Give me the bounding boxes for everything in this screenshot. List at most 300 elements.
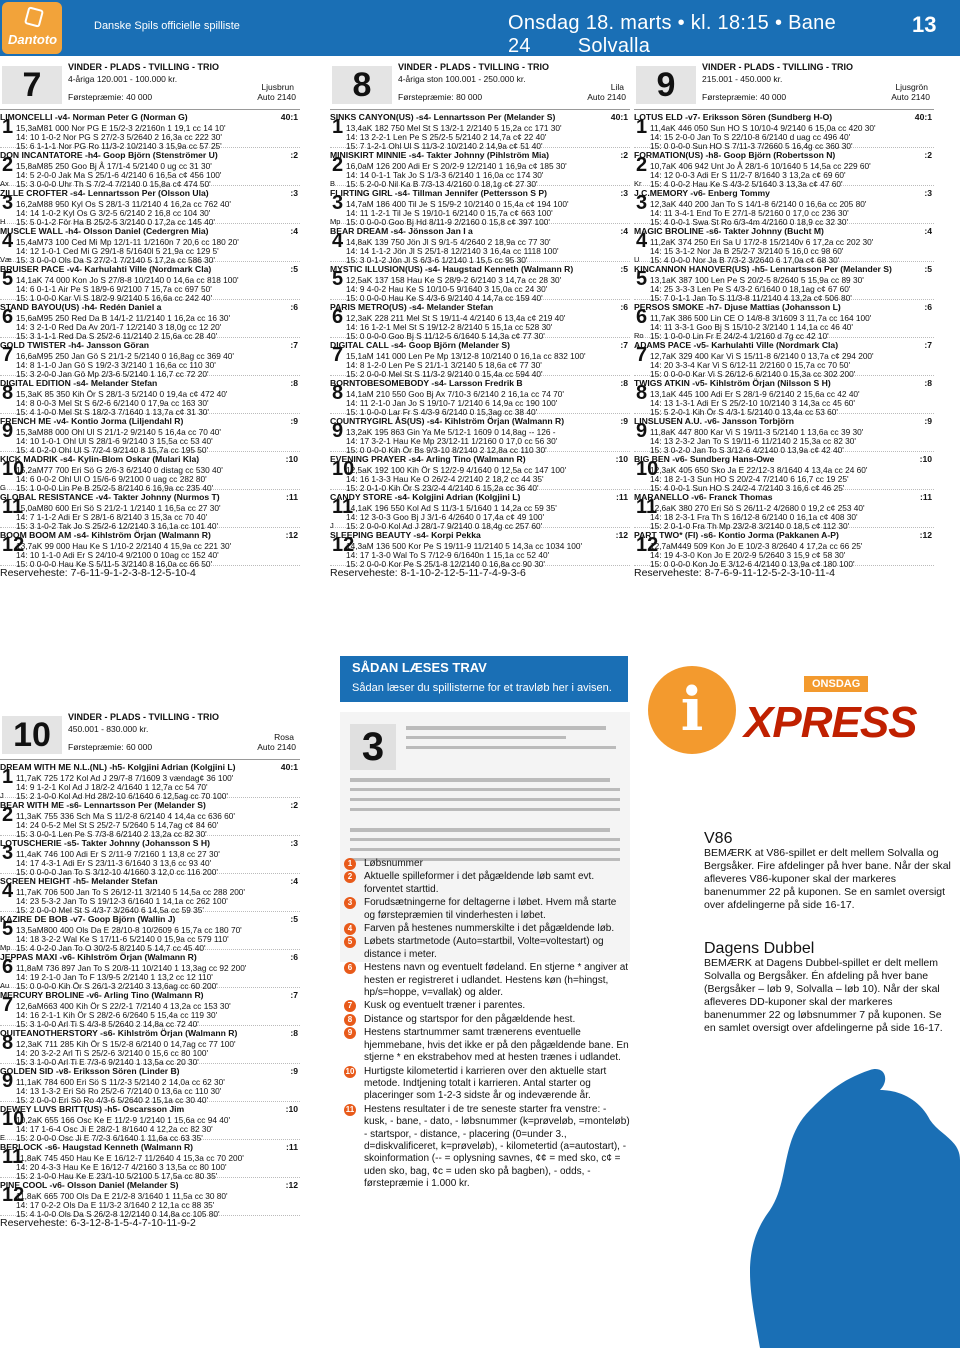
horse-number: 11 <box>2 496 24 518</box>
horse-line-1: 11,2aK 374 250 Eri Sa U 17/2-8 15/2140v 6 17,2a cc 202 30' <box>650 237 874 247</box>
horse-line-2: 14: 12 0-0-3 Adi Er S 11/2-7 8/1640 3 13,2a c¢ 69 60' <box>650 170 846 180</box>
horse-name: KICK MADRIK -s4- Kylin-Blom Oskar (Mulari Kla) <box>0 454 200 464</box>
horse-name: FLIRTING GIRL -s4- Tillman Jennifer (Pettersson S P) <box>330 188 547 198</box>
horse-line-1: 15,0aM80 600 Eri Sö S 21/2-1 1/2140 1 16,5a cc 27 30' <box>16 503 221 513</box>
legend-item <box>344 1066 630 1103</box>
legend-item-text: Aktuelle spilleformer i det pågældende løb samt evt. forventet starttid. <box>364 871 595 895</box>
horse-line-2: 14: 11 3-4-1 End To E 27/1-8 5/2160 0 17,0 cc 236 30' <box>650 208 849 218</box>
horse-number: 3 <box>2 842 14 864</box>
horse-number: 10 <box>2 1108 25 1130</box>
horse-line-1: 11,4aK 446 050 Sun HO S 10/10-4 9/2140 6 15,0a cc 420 30' <box>650 123 876 133</box>
legend-item <box>344 923 630 935</box>
horse-odds: :6 <box>620 302 628 312</box>
horse-number: 7 <box>332 344 344 366</box>
horse-line-1: 12,5aK 137 158 Hau Ke S 28/9-2 6/2140 3 14,7a cc 28 30' <box>346 275 562 285</box>
horse-number: 1 <box>2 766 14 788</box>
horse-number: 7 <box>636 344 648 366</box>
horse-entry <box>0 760 300 801</box>
horse-number: 9 <box>2 420 14 442</box>
horse-line-3: 15: 3 0-2-0 Jan To S 3/12-6 4/2140 0 13,9a c¢ 42 40' <box>650 445 844 455</box>
horse-line-1: 15,4aM73 100 Ced Mi Mp 12/1-11 1/2160n 7 20,6 cc 180 20' <box>16 237 239 247</box>
horse-entry <box>0 490 300 531</box>
horse-odds: :9 <box>620 416 628 426</box>
race-number: 8 <box>332 66 392 104</box>
race-prize: Førstepræmie: 40 000 <box>702 92 787 102</box>
horse-entry <box>634 148 934 189</box>
horse-line-3: 15: 4 0-2-0 Ohl Ul S 7/2-4 9/2140 8 15,7a cc 195 50' <box>16 445 209 455</box>
horse-entry <box>0 1102 300 1143</box>
horse-line-1: 11,4aK 746 100 Adi Er S 2/11-9 7/2160 1 13,8 cc 27 30' <box>16 849 220 859</box>
horse-line-1: 11,7aK 706 500 Jan To S 26/12-11 3/2140 5 14,5a cc 288 200' <box>16 887 246 897</box>
horse-line-3: 15: 1 0-0-0 Lar Fr S 4/3-9 6/2140 0 15,3ag cc 38 40' <box>346 407 538 417</box>
horse-line-2: 14: 11 3-3-1 Goo Bj S 15/10-2 3/2140 1 14,1a cc 46 40' <box>650 322 854 332</box>
horse-line-2: 14: 16 2-1-1 Kih Ör S 28/2-6 6/2640 5 15,4a cc 119 30' <box>16 1010 218 1020</box>
horse-line-1: 11,8aK 665 700 Ols Da E 21/2-8 3/1640 1 11,5a cc 30 80' <box>16 1191 228 1201</box>
horse-odds: :5 <box>620 264 628 274</box>
horse-entry <box>0 376 300 417</box>
horse-entry <box>0 300 300 341</box>
horse-line-1: 15,2aM77 700 Eri Sö G 2/6-3 6/2140 0 distag cc 530 40' <box>16 465 223 475</box>
horse-line-3: 15: 2 0-0-0 Mel St S 4/3-7 3/2640 6 14,5a cc 59 35' <box>16 905 204 915</box>
horse-line-2: 14: 10 1-0-2 Nor PG S 27/2-3 5/2640 2 16,3a cc 222 30' <box>16 132 222 142</box>
race-conditions: 215.001 - 450.000 kr. <box>702 74 783 84</box>
horse-line-3: 15: 1 0-0-0 Kar Vi S 18/2-9 9/2140 5 16,6a cc 242 40' <box>16 293 213 303</box>
horse-line-3: 15: 1 0-0-0 Lin Fr E 24/2-4 1/2160 d 7g cc 42 10' <box>650 331 829 341</box>
race-8 <box>330 60 630 578</box>
horse-odds: :6 <box>924 302 932 312</box>
horse-line-3: 15: 0 0-0-0 Kih Ör Bs 9/3-10 8/2140 2 12,8a cc 110 30' <box>346 445 547 455</box>
horse-line-3: 15: 3 1-0-2 Tak Jo S 25/2-6 12/2140 3 16,1a cc 101 40' <box>16 521 219 531</box>
horse-line-1: 12,3aK 711 285 Kih Ör S 15/2-8 6/2140 0 14,7ag cc 77 100' <box>16 1039 236 1049</box>
xpress-word: XPRESS <box>744 698 917 747</box>
horse-line-2: 14: 3 2-1-0 Red Da Av 20/1-7 12/2140 3 18,0g cc 12 20' <box>16 322 222 332</box>
horse-number: 4 <box>2 230 14 252</box>
legend-number-dot: 7 <box>344 1000 356 1012</box>
race-bet-types: VINDER - PLADS - TVILLING - TRIO <box>68 62 219 72</box>
horse-entry <box>0 874 300 915</box>
horse-name: DREAM WITH ME N.L.(NL) -h5- Kolgjini Adrian (Kolgjini L) <box>0 762 236 772</box>
horse-number: 8 <box>332 382 344 404</box>
horse-line-1: 14,1aK 74 000 Kon Jo S 27/8-8 10/2140 0 14,6a cc 818 100' <box>16 275 239 285</box>
horse-entry <box>0 528 300 569</box>
horse-odds: :3 <box>290 188 298 198</box>
horse-entry <box>330 338 630 379</box>
horse-prefix: J <box>0 791 4 800</box>
horse-line-1: 14,7aM 186 400 Til Je S 15/9-2 10/2140 0 15,4a c¢ 194 100' <box>346 199 569 209</box>
horse-line-1: 10,2aK 655 166 Osc Ke E 11/2-9 1/2140 1 15,6a cc 94 40' <box>16 1115 231 1125</box>
horse-name: J.C.MEMORY -v6- Enberg Tommy <box>634 188 770 198</box>
horse-line-1: 14,3aM 136 500 Kor Pe S 19/11-9 11/2140 5 14,3a cc 1034 100' <box>346 541 583 551</box>
horse-name: COUNTRYGIRL ÅS(US) -s4- Kihlström Örjan (Walmann R) <box>330 416 565 426</box>
horse-name: LOTUSCHERIE -s5- Takter Johnny (Johansson S H) <box>0 838 210 848</box>
race-prize: Førstepræmie: 80 000 <box>398 92 483 102</box>
horse-name: ZILLE CROFTER -s4- Lennartsson Per (Olsson Ula) <box>0 188 209 198</box>
horse-line-2: 14: 19 2-1-0 Jan To F 13/9-5 2/2140 1 13,2 cc 12 110' <box>16 972 213 982</box>
legend-number-dot: 3 <box>344 897 356 909</box>
horse-number: 8 <box>2 382 14 404</box>
horse-name: BIG BEN -v6- Sundberg Hans-Owe <box>634 454 775 464</box>
horse-odds: :8 <box>290 1028 298 1038</box>
race-color: Ljusbrun <box>261 82 294 92</box>
horse-odds: 40:1 <box>280 112 298 122</box>
race-header <box>634 60 934 110</box>
horse-number: 9 <box>2 1070 14 1092</box>
horse-number: 2 <box>2 804 14 826</box>
legend-number-dot: 2 <box>344 871 356 883</box>
horse-entry <box>330 148 630 189</box>
horse-odds: 40:1 <box>610 112 628 122</box>
legend-item <box>344 1027 630 1064</box>
legend-item <box>344 897 630 922</box>
horse-odds: :2 <box>290 150 298 160</box>
horse-line-3: 15: 4 0-0-1 Swa St Ro 6/3-4m 4/2160 0 18,9 cc 32 30' <box>650 217 849 227</box>
horse-line-1: 12,3aK 228 211 Mel St S 19/11-4 4/2140 6 13,4a c¢ 219 40' <box>346 313 566 323</box>
horse-prefix: Væ <box>0 255 12 264</box>
horse-line-3: 15: 2 0-0-0 Mel St S 11/3-2 9/2140 0 15,4a cc 594 40' <box>346 369 543 379</box>
horse-odds: :12 <box>285 1180 298 1190</box>
horse-line-2: 14: 18 2-3-1 Fra Th S 16/12-8 6/2140 0 16,1a c¢ 408 30' <box>650 512 858 522</box>
legend-header <box>340 656 628 702</box>
horse-odds: :11 <box>920 492 932 502</box>
xpress-banner <box>640 656 958 826</box>
horse-silhouette-icon <box>640 1060 960 1348</box>
horse-entry <box>330 186 630 227</box>
horse-line-1: 12,3aK 405 650 Sko Ja E 22/12-3 8/1640 4 13,4a cc 24 60' <box>650 465 868 475</box>
horse-odds: :9 <box>290 1066 298 1076</box>
horse-line-3: 15: 7 1-2-1 Ohl Ul S 11/3-2 10/2140 2 14,9a c¢ 51 40' <box>346 141 543 151</box>
horse-line-2: 14: 17 4-3-1 Adi Er S 23/11-3 6/1640 3 13,6 cc 93 40' <box>16 858 212 868</box>
horse-entry <box>330 262 630 303</box>
horse-name: GLOBAL RESISTANCE -v4- Takter Johnny (Nurmos T) <box>0 492 220 502</box>
race-number: 9 <box>636 66 696 104</box>
horse-line-2: 14: 14 0-1-1 Tak Jo S 1/3-3 6/2140 1 16,0a cc 174 30' <box>346 170 544 180</box>
race-distance: Auto 2140 <box>257 92 296 102</box>
horse-line-3: 15: 6 1-1-1 Nor PG Ro 11/3-2 10/2140 3 15,9a cc 57 25' <box>16 141 222 151</box>
race-conditions: 450.001 - 830.000 kr. <box>68 724 149 734</box>
horse-entry <box>634 186 934 227</box>
legend-number-dot: 6 <box>344 962 356 974</box>
legend-list <box>344 858 630 1192</box>
horse-name: JEPPAS MAXI -v6- Kihlström Örjan (Walmann R) <box>0 952 197 962</box>
race-7 <box>0 60 300 578</box>
horse-number: 5 <box>636 268 648 290</box>
horse-entry <box>634 376 934 417</box>
horse-line-3: 15: 2 1-0-0 Hau Ke E 23/1-10 5/2100 5 17,5a cc 80 35' <box>16 1171 218 1181</box>
race-header <box>330 60 630 110</box>
horse-name: PERSOS SMOKE -h7- Djuse Mattias (Johansson L) <box>634 302 841 312</box>
horse-name: MINISKIRT MINNIE -s4- Takter Johnny (Pihlström Mia) <box>330 150 550 160</box>
horse-line-3: 15: 2 1-0-0 Kol Ad Hd 28/2-10 6/1640 6 12,5ag cc 70 100' <box>16 791 228 801</box>
horse-line-1: 13,4aK 182 750 Mel St S 13/2-1 2/2140 5 15,2a cc 171 30' <box>346 123 562 133</box>
horse-line-2: 14: 12 1-0-1 Ced Mi G 29/1-8 5/1640l 5 21,9a cc 129 5' <box>16 246 219 256</box>
horse-entry <box>634 300 934 341</box>
horse-odds: :10 <box>285 454 298 464</box>
info-icon: i <box>648 666 736 754</box>
horse-prefix: B <box>330 179 336 188</box>
horse-number: 1 <box>332 116 344 138</box>
horse-odds: :6 <box>290 302 298 312</box>
horse-odds: :6 <box>290 952 298 962</box>
horse-name: STAND BAYOU(US) -h4- Redén Daniel a <box>0 302 162 312</box>
legend-item <box>344 1000 630 1012</box>
horse-entry <box>634 528 934 569</box>
horse-entry <box>0 186 300 227</box>
horse-entry <box>0 452 300 493</box>
horse-line-1: 13,2aK 195 863 Gin Ya Me 5/12-1 1609 0 14,8ag -- 126 - <box>346 427 556 437</box>
race-number: 10 <box>2 716 62 754</box>
reserve-horses: Reserveheste: 8-1-10-2-12-5-11-7-4-9-3-6 <box>330 567 526 579</box>
horse-odds: :3 <box>924 188 932 198</box>
race-9 <box>634 60 934 578</box>
horse-name: FRENCH ME -v4- Kontio Jorma (Liljendahl R) <box>0 416 184 426</box>
horse-name: GOLDEN SID -v8- Eriksson Sören (Linder B) <box>0 1066 180 1076</box>
legend-subtitle: Sådan læser du spillisterne for et travløb her i avisen. <box>352 682 612 694</box>
horse-entry <box>0 338 300 379</box>
horse-prefix: E <box>0 1133 6 1142</box>
horse-odds: :9 <box>924 416 932 426</box>
horse-line-1: 12,6aM663 400 Kih Ör S 22/2-1 7/2140 4 13,2a cc 153 30' <box>16 1001 231 1011</box>
horse-line-3: 15: 3 1-0-0 Arl Ti S 4/3-8 5/2640 2 14,8a cc 72 40' <box>16 1019 199 1029</box>
horse-name: LOTUS ELD -v7- Eriksson Sören (Sundberg H-O) <box>634 112 833 122</box>
horse-name: QUITEANOTHERSTORY -s6- Kihlström Örjan (Walmann R) <box>0 1028 238 1038</box>
horse-odds: :11 <box>286 1142 298 1152</box>
horse-entry <box>0 1178 300 1219</box>
horse-line-1: 15,3aM81 000 Nor PG E 15/2-3 2/2160n 1 19,1 cc 14 10' <box>16 123 226 133</box>
horse-line-1: 11,8aK 447 800 Kar Vi S 19/11-3 5/2140 1 13,6a cc 39 30' <box>650 427 864 437</box>
horse-line-1: 12,5aK 192 100 Kih Ör S 12/2-9 4/1640 0 12,5a cc 147 100' <box>346 465 567 475</box>
horse-number: 3 <box>2 192 14 214</box>
horse-name: MAGIC BROLINE -s6- Takter Johnny (Bucht M) <box>634 226 824 236</box>
horse-line-2: 14: 17 1-3-0 Wal To S 7/12-9 6/1640n 1 15,1a cc 52 40' <box>346 550 550 560</box>
legend-item-text: Farven på hestenes nummerskilte i det pågældende løb. <box>364 923 615 935</box>
horse-line-1: 10,7aK 406 942 Unt Jo Å 28/1-6 10/1640 5 14,5a cc 229 60' <box>650 161 871 171</box>
horse-line-2: 14: 24 0-5-2 Mel St S 25/2-7 5/2640 5 14,7ag c¢ 84 60' <box>16 820 219 830</box>
horse-entry <box>0 262 300 303</box>
horse-line-2: 14: 23 5-3-2 Jan To S 19/12-3 6/1640 1 14,1a cc 262 100' <box>16 896 228 906</box>
race-bet-types: VINDER - PLADS - TVILLING - TRIO <box>702 62 853 72</box>
horse-line-1: 16,2aM88 950 Kyl Os S 28/1-3 11/2140 4 16,2a cc 762 40' <box>16 199 231 209</box>
horse-odds: :3 <box>620 188 628 198</box>
horse-line-2: 14: 8 0-0-3 Mel St S 6/2-6 6/2140 0 17,9a cc 163 30' <box>16 398 209 408</box>
race-bet-types: VINDER - PLADS - TVILLING - TRIO <box>68 712 219 722</box>
legend-sample-number: 3 <box>350 724 396 770</box>
race-prize: Førstepræmie: 60 000 <box>68 742 153 752</box>
legend-item-text: Forudsætningerne for deltagerne i løbet. Hvem må starte og førstepræmien til vinderhesten i løbet. <box>364 897 617 921</box>
horse-line-3: 15: 0 0-0-0 Goo Bj S 11/12-5 6/1640 5 14,3a c¢ 77 30' <box>346 331 545 341</box>
horse-number: 3 <box>636 192 648 214</box>
horse-odds: :7 <box>924 340 932 350</box>
horse-line-3: 15: 2 0-0-0 Kor Pe S 25/1-8 12/2140 0 16,8a cc 90 30' <box>346 559 546 569</box>
horse-prefix: Au <box>0 981 10 990</box>
horse-entry <box>634 262 934 303</box>
legend-item-text: Hurtigste kilometertid i karrieren over den aktuelle start metode. Indtjening totalt i karrieren. Antal starter og placeringer som 1-2-3 sidste år og indeværende år. <box>364 1065 607 1102</box>
horse-line-2: 14: 14 1-1-2 Jön Jl S 25/1-8 12/2140 3 16,4a cc 1118 100' <box>346 246 559 256</box>
horse-line-3: 15: 4 0-2-0 Jan To O 30/2-5 8/2140 5 14,7 cc 45 40' <box>16 943 206 953</box>
horse-line-3: 15: 4 1-0-0 Ols Da S 26/2-8 12/2140 0 14,8a cc 105 80' <box>16 1209 220 1219</box>
horse-odds: :12 <box>615 530 628 540</box>
horse-number: 11 <box>332 496 354 518</box>
horse-number: 10 <box>2 458 25 480</box>
horse-odds: 40:1 <box>914 112 932 122</box>
horse-line-2: 14: 17 0-2-2 Ols Da E 11/3-2 3/1640 2 12,1a cc 88 35' <box>16 1200 215 1210</box>
horse-number: 6 <box>332 306 344 328</box>
horse-number: 12 <box>2 534 25 556</box>
horse-number: 11 <box>636 496 658 518</box>
horse-name: MERCURY BROLINE -v6- Arling Tino (Walmann R) <box>0 990 204 1000</box>
horse-entry <box>0 148 300 189</box>
horse-line-2: 14: 13 2-3-2 Jan To S 19/11-6 11/2140 2 15,3a cc 82 30' <box>650 436 856 446</box>
horse-name: BORNTOBESOMEBODY -s4- Larsson Fredrik B <box>330 378 523 388</box>
xpress-logo <box>744 676 944 756</box>
horse-number: 2 <box>332 154 344 176</box>
race-distance: Auto 2140 <box>587 92 626 102</box>
horse-name: MYSTIC ILLUSION(US) -s4- Haugstad Kenneth (Walmann R) <box>330 264 574 274</box>
horse-line-2: 14: 20 4-3-3 Hau Ke E 16/12-7 4/2160 3 13,5a cc 80 100' <box>16 1162 227 1172</box>
horse-name: SLEEPING BEAUTY -s4- Korpi Pekka <box>330 530 481 540</box>
horse-line-3: 15: 1 0-0-0 Lin Pe B 25/2-5 8/2140 6 16,9a cc 235 40' <box>16 483 214 493</box>
horse-line-1: 13,7aK 99 000 Hau Ke S 1/10-2 2/2140 4 15,9a cc 221 30' <box>16 541 232 551</box>
horse-odds: :11 <box>616 492 628 502</box>
horse-line-3: 15: 5 0-1-2 För Ha B 25/2-5 3/2140 0 17,2a cc 145 40' <box>16 217 215 227</box>
horse-name: GOLD TWISTER -h4- Jansson Göran <box>0 340 149 350</box>
horse-line-1: 12,3aK 440 200 Jan To S 14/1-8 6/2140 0 16,6a cc 205 80' <box>650 199 867 209</box>
horse-number: 9 <box>332 420 344 442</box>
horse-line-2: 14: 16 1-2-1 Mel St S 19/12-2 8/2140 5 15,1a cc 528 30' <box>346 322 553 332</box>
horse-line-1: 11,3aK 755 336 Sch Ma S 11/2-8 6/2140 4 14,4a cc 636 60' <box>16 811 236 821</box>
legend-number-dot: 11 <box>345 1104 355 1114</box>
horse-odds: :4 <box>290 876 298 886</box>
horse-number: 4 <box>636 230 648 252</box>
horse-entry <box>634 490 934 531</box>
race-10 <box>0 710 300 1228</box>
horse-line-2: 14: 17 1-6-4 Osc Ji E 28/2-1 8/1640 4 12,2a cc 82 30' <box>16 1124 213 1134</box>
horse-entry <box>0 224 300 265</box>
page-header <box>0 0 960 56</box>
horse-entry <box>330 300 630 341</box>
horse-line-3: 15: 0 0-0-0 Kon Jo E 3/12-6 4/2140 0 13,9a c¢ 180 100' <box>650 559 855 569</box>
horse-name: BOOM BOOM AM -s4- Kihlström Örjan (Walmann R) <box>0 530 211 540</box>
horse-line-3: 15: 3 2-0-0 Jan Gö Mp 2/3-6 5/2140 1 16,7 cc 72 20' <box>16 369 209 379</box>
horse-line-2: 14: 14 1-0-2 Kyl Os G 3/2-5 6/2140 2 16,8 cc 104 30' <box>16 208 211 218</box>
horse-line-1: 15,6aM95 250 Red Da B 14/1-2 11/2140 1 16,2a cc 16 30' <box>16 313 231 323</box>
horse-line-3: 15: 0 0-0-0 Hau Ke S 4/3-6 9/2140 4 14,7a cc 159 40' <box>346 293 543 303</box>
horse-line-1: 14,1aM 210 550 Goo Bj Ax 7/10-3 6/2140 2 16,1a cc 74 70' <box>346 389 564 399</box>
dubbel-title: Dagens Dubbel <box>704 940 815 957</box>
horse-line-1: 16,6aM95 250 Jan Gö S 21/1-2 5/2140 0 16,8ag cc 369 40' <box>16 351 234 361</box>
horse-line-3: 15: 3 0-0-1 Len Pe S 7/3-8 6/2140 2 13,2a cc 82 30' <box>16 829 207 839</box>
horse-line-1: 15,3aM88 000 Ohl Ul S 21/1-2 9/2140 5 16,4a cc 70 40' <box>16 427 221 437</box>
horse-number: 3 <box>332 192 344 214</box>
horse-name: EVENING PRAYER -s4- Arling Tino (Walmann R) <box>330 454 526 464</box>
horse-line-2: 14: 10 1-0-1 Ohl Ul S 28/1-6 9/2140 3 15,5a cc 53 40' <box>16 436 213 446</box>
horse-line-2: 14: 6 0-0-2 Ohl Ul O 15/6-6 9/2100 0 uag cc 282 80' <box>16 474 207 484</box>
legend-item <box>344 936 630 961</box>
horse-entry <box>0 950 300 991</box>
horse-line-3: 15: 3 0-0-0 Uhr Th S 7/2-4 7/2140 0 15,8a c¢ 474 50' <box>16 179 211 189</box>
legend-number-dot: 5 <box>344 936 356 948</box>
horse-entry <box>0 798 300 839</box>
horse-number: 5 <box>2 918 14 940</box>
reserve-horses: Reserveheste: 8-7-6-9-11-12-5-2-3-10-11-4 <box>634 567 835 579</box>
horse-name: ADAMS PACE -v5- Karhulahti Ville (Nordmark Cla) <box>634 340 839 350</box>
race-prize: Førstepræmie: 40 000 <box>68 92 153 102</box>
horse-line-2: 14: 8 1-2-0 Len Pe S 21/1-1 3/2140 5 18,6a c¢ 77 30' <box>346 360 542 370</box>
horse-line-3: 15: 2 0-0-0 Kol Ad J 28/1-7 9/2140 0 18,4g cc 257 60' <box>346 521 543 531</box>
race-distance: Auto 2140 <box>891 92 930 102</box>
xpress-onsdag: ONSDAG <box>804 676 868 692</box>
horse-name: CANDY STORE -s4- Kolgjini Adrian (Kolgjini L) <box>330 492 521 502</box>
horse-odds: :2 <box>290 800 298 810</box>
logo-icon <box>24 6 44 28</box>
horse-line-1: 12,7aK 329 400 Kar Vi S 15/11-8 6/2140 0 13,7a c¢ 294 200' <box>650 351 874 361</box>
horse-line-2: 14: 13 1-3-1 Adi Er S 25/2-10 10/2140 3 14,3a cc 45 60' <box>650 398 856 408</box>
horse-entry <box>634 452 934 493</box>
horse-name: BRUISER PACE -v4- Karhulahti Ville (Nordmark Cla) <box>0 264 212 274</box>
legend-title: SÅDAN LÆSES TRAV <box>352 660 487 675</box>
horse-line-2: 14: 13 1-3-2 Eri Sö Ro 25/2-6 7/2140 0 13,6a cc 110 30' <box>16 1086 222 1096</box>
horse-number: 4 <box>332 230 344 252</box>
horse-odds: :8 <box>924 378 932 388</box>
horse-line-1: 13,5aM800 400 Ols Da E 28/10-8 10/2609 6 15,7a cc 180 70' <box>16 925 242 935</box>
horse-prefix: U <box>634 255 640 264</box>
horse-line-1: 11,7aK 386 500 Lin CE O 14/8-8 3/1609 3 11,7a cc 164 100' <box>650 313 872 323</box>
horse-prefix: H <box>0 217 6 226</box>
page-number: 13 <box>912 12 937 37</box>
horse-number: 6 <box>2 306 14 328</box>
horse-name: DON INCANTATORE -h4- Goop Björn (Stenströmer U) <box>0 150 218 160</box>
horse-odds: :2 <box>924 150 932 160</box>
horse-line-2: 14: 19 4-3-0 Kon Jo E 20/2-9 5/2640 3 15,9 c¢ 58 30' <box>650 550 846 560</box>
horse-line-2: 14: 11 1-2-1 Til Je S 19/10-1 6/2140 0 15,7a c¢ 663 100' <box>346 208 553 218</box>
horse-name: DEWEY LUVS BRITT(US) -h5- Oscarsson Jim <box>0 1104 185 1114</box>
horse-line-2: 14: 9 1-2-1 Kol Ad J 18/2-2 4/1640 1 12,7a cc 54 70' <box>16 782 208 792</box>
horse-number: 5 <box>2 268 14 290</box>
horse-line-3: 15: 3 1-0-0 Arl Ti E 7/3-6 9/2140 1 13,5a cc 20 30' <box>16 1057 199 1067</box>
legend-number-dot: 1 <box>344 858 356 870</box>
horse-line-3: 15: 5 2-0-0 Nil Ka B 7/3-13 4/2160 0 18,1g c¢ 27 30' <box>346 179 538 189</box>
legend-number-dot: 4 <box>344 923 356 935</box>
horse-number: 1 <box>636 116 648 138</box>
horse-entry <box>0 1140 300 1181</box>
horse-odds: :10 <box>285 1104 298 1114</box>
race-color: Ljusgrön <box>895 82 928 92</box>
header-subtitle: Danske Spils officielle spilliste <box>94 20 240 32</box>
horse-line-3: 15: 0 0-0-0 Kih Ör S 26/1-3 2/2140 3 13,6ag cc 60 200' <box>16 981 218 991</box>
horse-number: 1 <box>2 116 14 138</box>
horse-entry <box>330 452 630 493</box>
horse-line-3: 15: 0 0-0-0 Jan To S 3/12-10 4/1660 3 12,0 cc 116 200' <box>16 867 218 877</box>
horse-name: KINCANNON HANOVER(US) -h5- Lennartsson Per (Melander S) <box>634 264 892 274</box>
horse-line-1: 14,1aK 196 550 Kol Ad S 11/3-1 5/1640 1 14,2a cc 59 35' <box>346 503 557 513</box>
horse-prefix: G <box>0 483 6 492</box>
horse-odds: :7 <box>620 340 628 350</box>
legend-item-text: Løbets startmetode (Auto=startbil, Volte=voltestart) og distance i meter. <box>364 936 604 960</box>
reserve-horses: Reserveheste: 7-6-11-9-1-2-3-8-12-5-10-4 <box>0 567 196 579</box>
horse-line-3: 15: 2 0-1-0 Kih Ör S 23/2-4 4/2140 6 15,2a cc 36 40' <box>346 483 539 493</box>
horse-name: KAZIRE DE BOB -v7- Goop Björn (Wallin J) <box>0 914 176 924</box>
legend-item-text: Løbsnummer <box>364 858 423 869</box>
horse-line-2: 14: 18 3-2-2 Wal Ke S 17/11-6 5/2140 0 15,9a cc 579 110' <box>16 934 229 944</box>
horse-odds: 40:1 <box>280 762 298 772</box>
horse-line-3: 15: 3 0-0-0 Ols Da S 27/2-1 7/2140 5 17,2a cc 586 30' <box>16 255 215 265</box>
horse-name: PINE COOL -v6- Olsson Daniel (Melander S) <box>0 1180 179 1190</box>
horse-entry <box>330 110 630 151</box>
horse-line-3: 15: 4 0-0-2 Hau Ke S 4/3-2 5/1640 3 13,3a c¢ 47 60' <box>650 179 843 189</box>
horse-line-1: 16,0aM 126 200 Adi Er S 20/2-9 12/2140 1 16,9a c¢ 185 30' <box>346 161 567 171</box>
horse-entry <box>0 110 300 151</box>
legend-number-dot: 10 <box>345 1066 355 1076</box>
horse-number: 6 <box>2 956 14 978</box>
